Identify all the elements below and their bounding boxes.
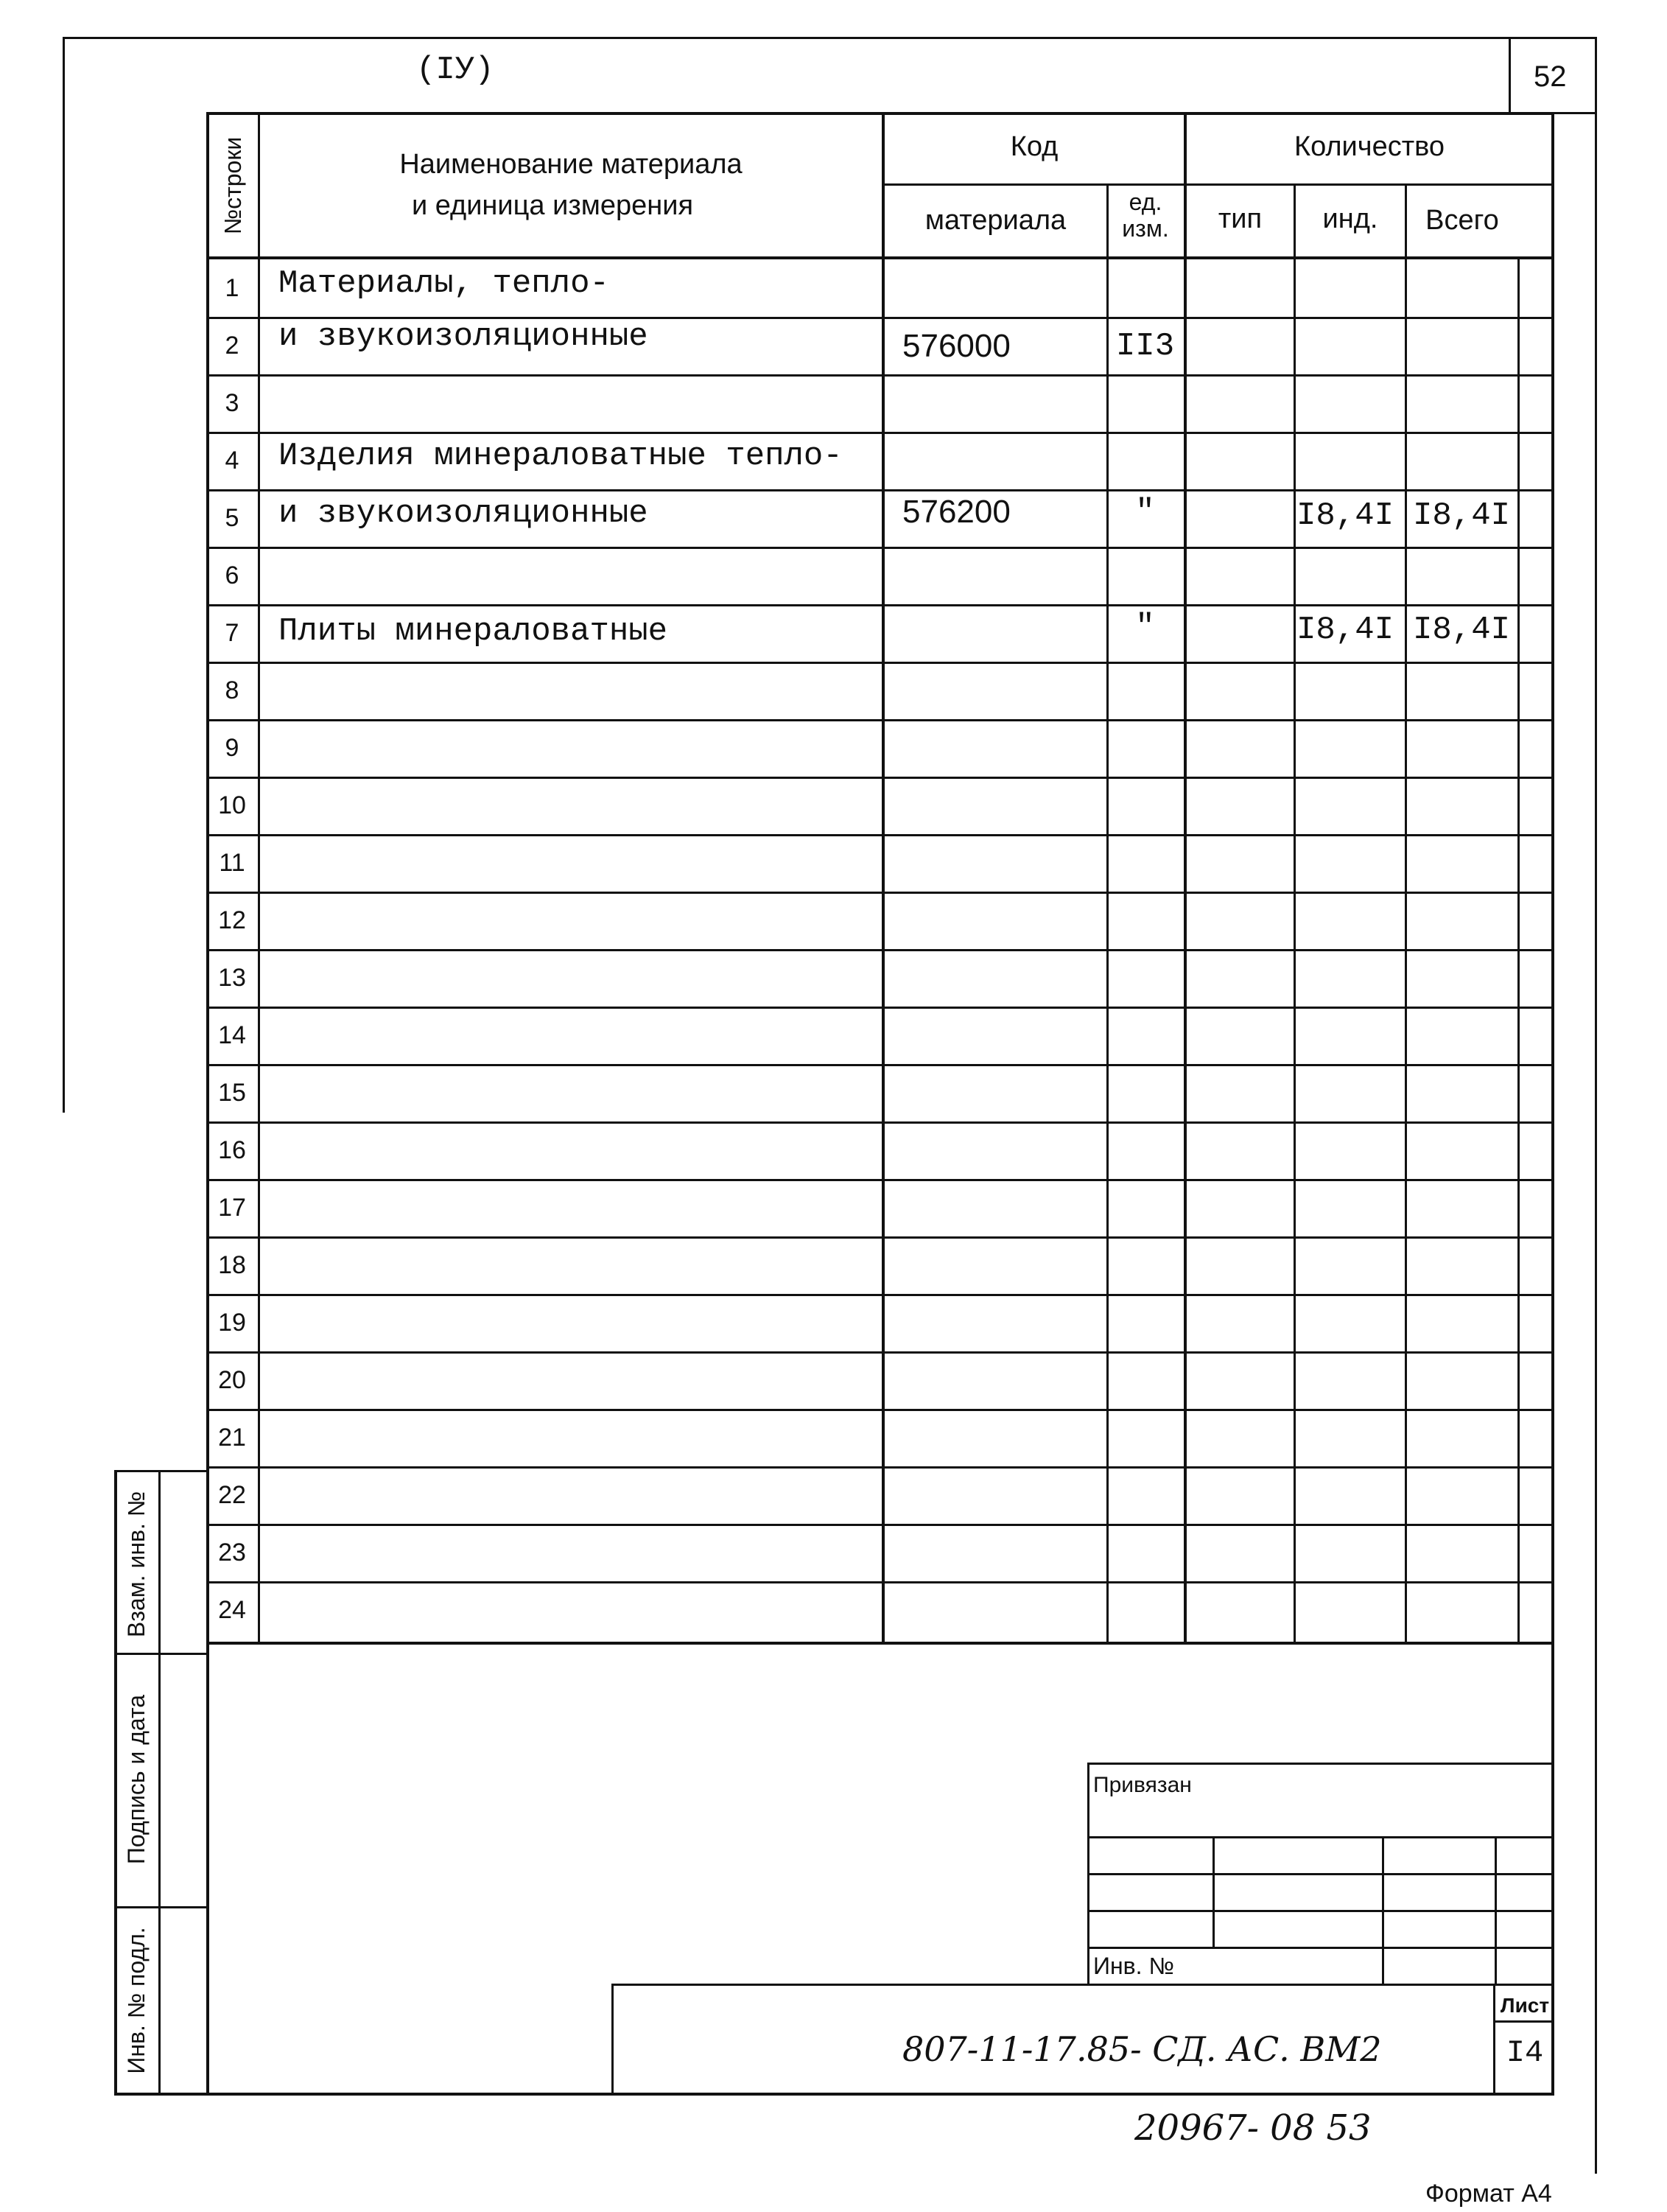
header-name-line2: и единица измерения xyxy=(411,190,694,221)
row-number: 23 xyxy=(218,1539,246,1567)
stamp-podpis: Подпись и дата xyxy=(123,1694,150,1865)
row-ind: I8,4I xyxy=(1296,497,1394,534)
lower-frame-left xyxy=(206,1645,209,2096)
header-row-number: №строки xyxy=(220,136,246,235)
row-number: 19 xyxy=(218,1309,246,1337)
row-number: 9 xyxy=(225,734,239,762)
row-name: Плиты минераловатные xyxy=(278,613,668,650)
row-total: I8,4I xyxy=(1413,497,1511,534)
stamp-inv-podl: Инв. № подл. xyxy=(123,1927,150,2074)
doc-code: 807-11-17.85- СД. АС. ВМ2 xyxy=(902,2029,1382,2069)
row-number: 2 xyxy=(225,332,239,360)
row-number: 16 xyxy=(218,1136,246,1164)
header-code-material: материала xyxy=(924,205,1067,236)
header-qty-total: Всего xyxy=(1425,205,1499,236)
side-stamp xyxy=(114,1470,206,2096)
row-number: 18 xyxy=(218,1251,246,1279)
header-code-unit: ед. изм. xyxy=(1122,189,1169,242)
row-number: 15 xyxy=(218,1079,246,1107)
row-unit: " xyxy=(1135,494,1155,531)
row-number: 6 xyxy=(225,561,239,589)
row-number: 17 xyxy=(218,1194,246,1222)
row-code: 576200 xyxy=(902,494,1011,530)
row-unit: II3 xyxy=(1115,328,1175,365)
row-number: 7 xyxy=(225,619,239,647)
row-number: 3 xyxy=(225,389,239,417)
row-number: 14 xyxy=(218,1021,246,1049)
row-number: 24 xyxy=(218,1596,246,1624)
stamp-zam-inv: Взам. инв. № xyxy=(123,1491,150,1638)
row-name: и звукоизоляционные xyxy=(278,495,648,532)
header-code: Код xyxy=(1010,131,1059,162)
archive-number: 20967- 08 53 xyxy=(1134,2107,1372,2149)
row-number: 5 xyxy=(225,504,239,532)
row-total: I8,4I xyxy=(1413,612,1511,648)
row-code: 576000 xyxy=(902,328,1011,364)
row-name: и звукоизоляционные xyxy=(278,318,648,355)
top-frame-line xyxy=(63,37,1595,39)
row-number: 22 xyxy=(218,1481,246,1509)
privyazan-block xyxy=(1087,1763,1554,1985)
row-number: 13 xyxy=(218,964,246,992)
header-qty-ind: инд. xyxy=(1322,203,1378,234)
row-number: 8 xyxy=(225,676,239,704)
header-name-line1: Наименование материала xyxy=(399,149,743,180)
sheet-number: I4 xyxy=(1506,2035,1544,2071)
doc-code-block xyxy=(611,1984,1554,2096)
left-frame-line xyxy=(63,37,65,1113)
row-number: 21 xyxy=(218,1424,246,1452)
row-number: 4 xyxy=(225,447,239,475)
format-label: Формат А4 xyxy=(1425,2180,1552,2208)
row-name: Материалы, тепло- xyxy=(278,265,609,302)
inv-no-label: Инв. № xyxy=(1093,1953,1174,1979)
page-number: 52 xyxy=(1534,60,1567,93)
row-number: 12 xyxy=(218,906,246,934)
sheet-label: Лист xyxy=(1500,1994,1550,2017)
privyazan-label: Привязан xyxy=(1093,1773,1192,1797)
header-qty-type: тип xyxy=(1218,203,1263,234)
row-unit: " xyxy=(1135,609,1155,645)
section-mark: (IУ) xyxy=(416,52,494,88)
row-number: 10 xyxy=(218,791,246,819)
row-number: 11 xyxy=(219,849,245,877)
row-name: Изделия минераловатные тепло- xyxy=(278,438,843,475)
header-quantity: Количество xyxy=(1294,131,1445,162)
row-number: 1 xyxy=(225,274,239,302)
row-number: 20 xyxy=(218,1366,246,1394)
row-ind: I8,4I xyxy=(1296,612,1394,648)
right-frame-line xyxy=(1595,37,1597,2174)
